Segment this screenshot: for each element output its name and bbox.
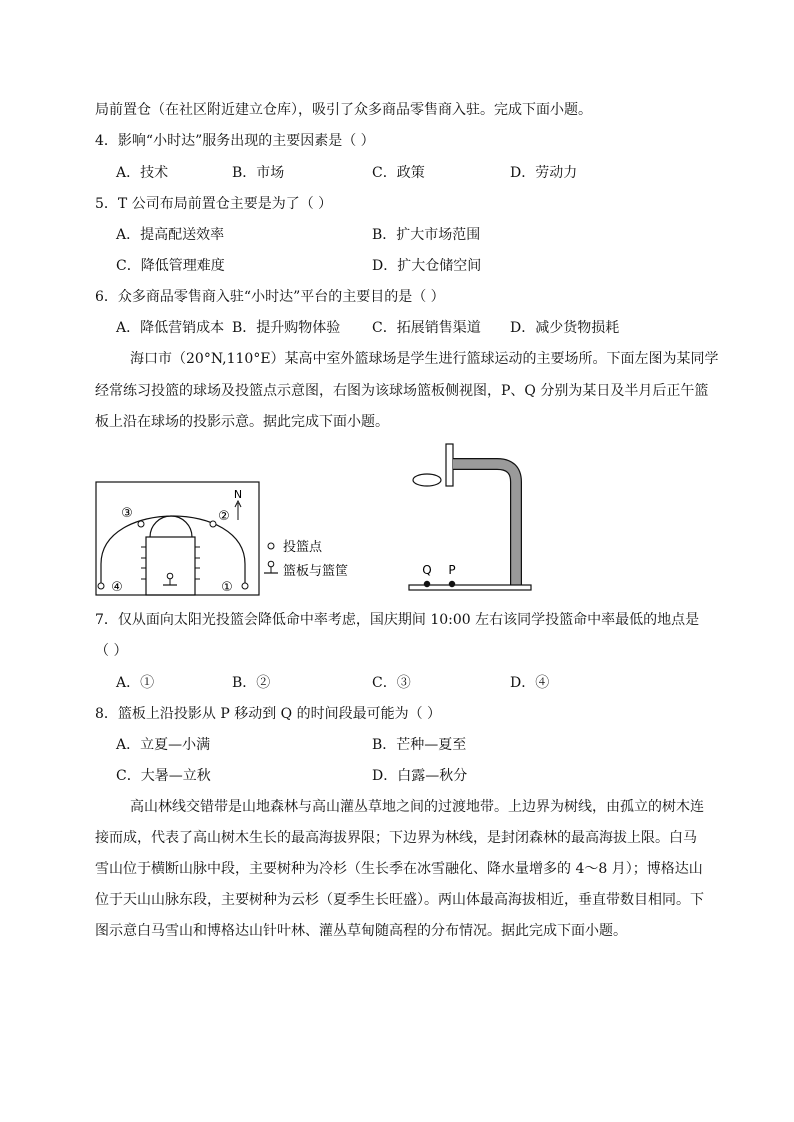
q5-option-a[interactable]: A．提高配送效率	[116, 227, 225, 243]
shadow-point-q	[424, 581, 430, 587]
question-7-stem-line2: （ ）	[95, 643, 128, 659]
court-plan-figure	[96, 482, 259, 595]
passage2-line-3: 板上沿在球场的投影示意。据此完成下面小题。	[95, 414, 389, 430]
hoop-icon	[167, 573, 173, 579]
legend-shot-point-icon	[268, 543, 274, 549]
passage2-line-1: 海口市（20°N,110°E）某高中室外篮球场是学生进行篮球运动的主要场所。下面左图为某同学	[130, 351, 719, 367]
question-5-stem: 5．T 公司布局前置仓主要是为了（ ）	[95, 196, 333, 212]
hoop-ring	[413, 474, 441, 486]
q5-option-c[interactable]: C．降低管理难度	[116, 258, 225, 274]
passage3-line-5: 图示意白马雪山和博格达山针叶林、灌丛草甸随高程的分布情况。据此完成下面小题。	[95, 923, 627, 939]
lane-hash-marks	[141, 547, 200, 579]
free-throw-circle	[150, 516, 192, 537]
legend-hoop-icon	[268, 561, 274, 567]
north-label: N	[233, 488, 243, 501]
question-8-stem: 8．篮板上沿投影从 P 移动到 Q 的时间段最可能为（ ）	[95, 706, 442, 722]
shot-point-3	[138, 521, 144, 527]
shadow-point-p	[449, 581, 455, 587]
pole-outline	[453, 464, 516, 586]
q5-option-b[interactable]: B．扩大市场范围	[372, 227, 481, 243]
question-6-stem: 6．众多商品零售商入驻“小时达”平台的主要目的是（ ）	[95, 289, 445, 305]
free-throw-lane	[146, 537, 195, 595]
q6-option-b[interactable]: B．提升购物体验	[232, 320, 341, 336]
label-q: Q	[422, 563, 432, 577]
backboard	[446, 444, 453, 486]
label-point-4: ④	[111, 580, 123, 595]
q6-option-c[interactable]: C．拓展销售渠道	[372, 320, 481, 336]
q6-option-d[interactable]: D．减少货物损耗	[510, 320, 620, 336]
shot-point-2	[210, 521, 216, 527]
label-point-3: ③	[121, 506, 133, 521]
q4-option-c[interactable]: C．政策	[372, 165, 425, 181]
q4-option-b[interactable]: B．市场	[232, 165, 285, 181]
q8-option-b[interactable]: B．芒种—夏至	[372, 737, 467, 753]
legend-hoop-label: 篮板与篮筐	[283, 564, 349, 579]
intro-text: 局前置仓（在社区附近建立仓库），吸引了众多商品零售商入驻。完成下面小题。	[95, 102, 592, 118]
q7-option-b[interactable]: B．②	[232, 675, 271, 691]
figure-legend	[264, 539, 348, 579]
passage3-line-4: 位于天山山脉东段，主要树种为云杉（夏季生长旺盛）。两山体最高海拔相近，垂直带数目相同。下	[95, 892, 704, 908]
pole	[453, 464, 516, 586]
q7-option-c[interactable]: C．③	[372, 675, 411, 691]
q4-option-d[interactable]: D．劳动力	[510, 165, 578, 181]
passage2-line-2: 经常练习投篮的球场及投篮点示意图，右图为该球场篮板侧视图，P、Q 分别为某日及半月后正午篮	[95, 383, 709, 399]
q4-option-a[interactable]: A．技术	[116, 165, 169, 181]
label-p: P	[448, 563, 456, 577]
passage3-line-2: 接而成，代表了高山树木生长的最高海拔界限；下边界为林线，是封闭森林的最高海拔上限。白马	[95, 830, 697, 846]
shot-point-4	[98, 583, 104, 589]
label-point-2: ②	[218, 509, 230, 524]
q8-option-a[interactable]: A．立夏—小满	[116, 737, 211, 753]
legend-shot-point-label: 投篮点	[283, 540, 323, 555]
passage3-line-1: 高山林线交错带是山地森林与高山灌丛草地之间的过渡地带。上边界为树线，由孤立的树木连	[130, 799, 704, 815]
q8-option-d[interactable]: D．白露—秋分	[372, 768, 468, 784]
q7-option-d[interactable]: D．④	[510, 675, 550, 691]
q7-option-a[interactable]: A．①	[116, 675, 155, 691]
q6-option-a[interactable]: A．降低营销成本	[116, 320, 225, 336]
basketball-figures	[0, 440, 794, 600]
q5-option-d[interactable]: D．扩大仓储空间	[372, 258, 482, 274]
shot-point-1	[242, 583, 248, 589]
backboard-side-view	[409, 444, 531, 590]
q8-option-c[interactable]: C．大暑—立秋	[116, 768, 211, 784]
question-4-stem: 4．影响“小时达”服务出现的主要因素是（ ）	[95, 133, 375, 149]
label-point-1: ①	[221, 580, 233, 595]
question-7-stem-line1: 7．仅从面向太阳光投篮会降低命中率考虑，国庆期间 10:00 左右该同学投篮命中率最低的地点是	[95, 612, 700, 628]
passage3-line-3: 雪山位于横断山脉中段，主要树种为冷杉（生长季在冰雪融化、降水量增多的 4～8 月）；博格达山	[95, 861, 703, 877]
